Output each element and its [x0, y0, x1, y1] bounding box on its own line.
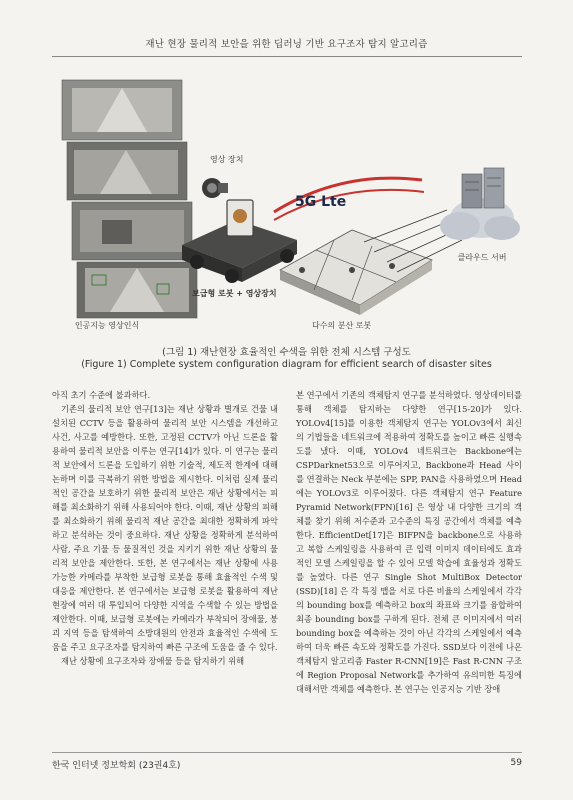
header-rule	[52, 56, 522, 57]
paragraph: 기존의 물리적 보안 연구[13]는 재난 상황과 별개로 건물 내 설치된 CCTV 등을 활용하여 물리적 보안 시스템을 개선하고 사건, 사고를 예방한다. 또한, 고정된 CCTV가 아닌 드론을 활용하여 물리적 보안을 이루는 연구[14]가 있다. 이 연구는 물리적 보안에서 드론을 도입하기 위한 기술적, 제도적 한계에 대해 논하며 이를 극복하기 위한 방법을 제시한다. 이처럼 실제 물리적인 공간을 보호하기 위한 물리적 보안은 재난 상황에서는 피해를 최소화하기 위해 사용되어야 한다. 이때, 재난 상황의 피해를 최소화하기 위해 물리적 재난 공간을 최대한 정확하게 파악하고 분석하는 것이 중요하다. 재난 상황을 정확하게 분석하여 사람, 주요 기물 등 물질적인 것을 지키기 위한 재난 상황의 물리적 보안을 제안한다. 또한, 본 연구에서는 재난 상황에 사용 가능한 카메라를 부착한 보급형 로봇을 통해 효율적인 수색 및 대응을 제안한다. 본 연구에서는 보급형 로봇을 활용하여 재난현장에 여러 대 투입되어 다양한 지역을 수색할 수 있는 방법을 제안한다. 이때, 보급형 로봇에는 카메라가 부착되어 장애물, 붕괴 지역 등을 탐색하여 소방대원의 안전과 효율적인 수색에 도움을 주고 요구조자를 탐지하여 빠른 구조에 도움을 줄 수 있다.	[52, 404, 278, 652]
label-ai-video-recognition: 인공지능 영상인식	[74, 321, 140, 330]
system-diagram-figure	[52, 70, 522, 340]
figure-caption-ko: (그림 1) 재난현장 효율적인 수색을 위한 전체 시스템 구성도	[162, 347, 411, 358]
camera-icon	[202, 178, 228, 198]
label-robot-with-video: 보급형 로봇 + 영상장치	[192, 289, 277, 298]
label-distributed-robots: 다수의 분산 로봇	[312, 321, 372, 330]
label-network: 5G Lte	[295, 194, 347, 210]
paragraph: 본 연구에서 기존의 객체탐지 연구를 분석하였다. 영상데이터를 통해 객체를 탐지하는 다양한 연구[15-20]가 있다. YOLOv4[15]를 이용한 객체탐지 연구는 YOLOv3에서 최신의 기법들을 네트워크에 적용하여 정확도를 높이고 빠른 실행속도를 냈다. 이때, YOLOv4 네트워크는 Backbone에는 CSPDarknet53으로 이루어지고, Backbone과 Head 사이를 연결하는 Neck 부분에는 SPP, PAN을 사용하였으며 Head에는 YOLOv3로 이루어졌다. 다른 객체탐지 연구 Feature Pyramid Network(FPN)[16] 은 영상 내 다양한 크기의 객체를 찾기 위해 저수준과 고수준의 특징 공간에서 객체를 예측한다. EfficientDet[17]은 BIFPN을 backbone으로 사용하고 복합 스케일링을 사용하여 큰 입력 이미지 데이터에도 효과적인 모델 스케일링을 할 수 있어 모델 학습에 효율성과 정확도를 높였다. 다른 연구 Single Shot MultiBox Detector (SSD)[18] 은 각 특징 맵을 서로 다른 비율의 스케일에서 각각의 bounding box를 예측하고 box의 좌표와 크기를 융합하여 최종 bounding box를 구하게 된다. 전체 큰 이미지에서 여러 bounding box을 예측하는 것이 아닌 각각의 스케일에서 예측하여 더욱 빠른 속도와 정확도를 가진다. SSD보다 이전에 나온 객체탐지 알고리즘 Faster R-CNN[19]은 Fast R-CNN 구조에 Region Proposal Network를 추가하여 유의미한 특징에 대해서만 객체를 예측한다. 본 연구는 인공지능 기반 장애	[296, 390, 522, 694]
building-floorplan-icon	[280, 230, 432, 315]
footer-rule	[52, 752, 522, 753]
page-number: 59	[510, 758, 522, 768]
running-title: 재난 현장 물리적 보안을 위한 딥러닝 기반 요구조자 탐지 알고리즘	[145, 39, 428, 50]
journal-name: 한국 인터넷 정보학회 (23권4호)	[52, 761, 181, 771]
paragraph: 재난 상황에 요구조자와 장애물 등을 탐지하기 위해	[61, 656, 245, 666]
label-video-device: 영상 장치	[210, 155, 244, 164]
figure-caption-en: (Figure 1) Complete system configuration diagram for efficient search of disaster sites	[81, 359, 492, 370]
robot-icon	[182, 200, 297, 283]
body-column-left	[52, 388, 278, 668]
body-column-right	[296, 388, 522, 696]
cloud-server-icon	[440, 168, 520, 240]
camera-photos	[62, 80, 197, 318]
paragraph: 아직 초기 수준에 불과하다.	[52, 390, 151, 400]
label-cloud-server: 클라우드 서버	[457, 253, 507, 262]
